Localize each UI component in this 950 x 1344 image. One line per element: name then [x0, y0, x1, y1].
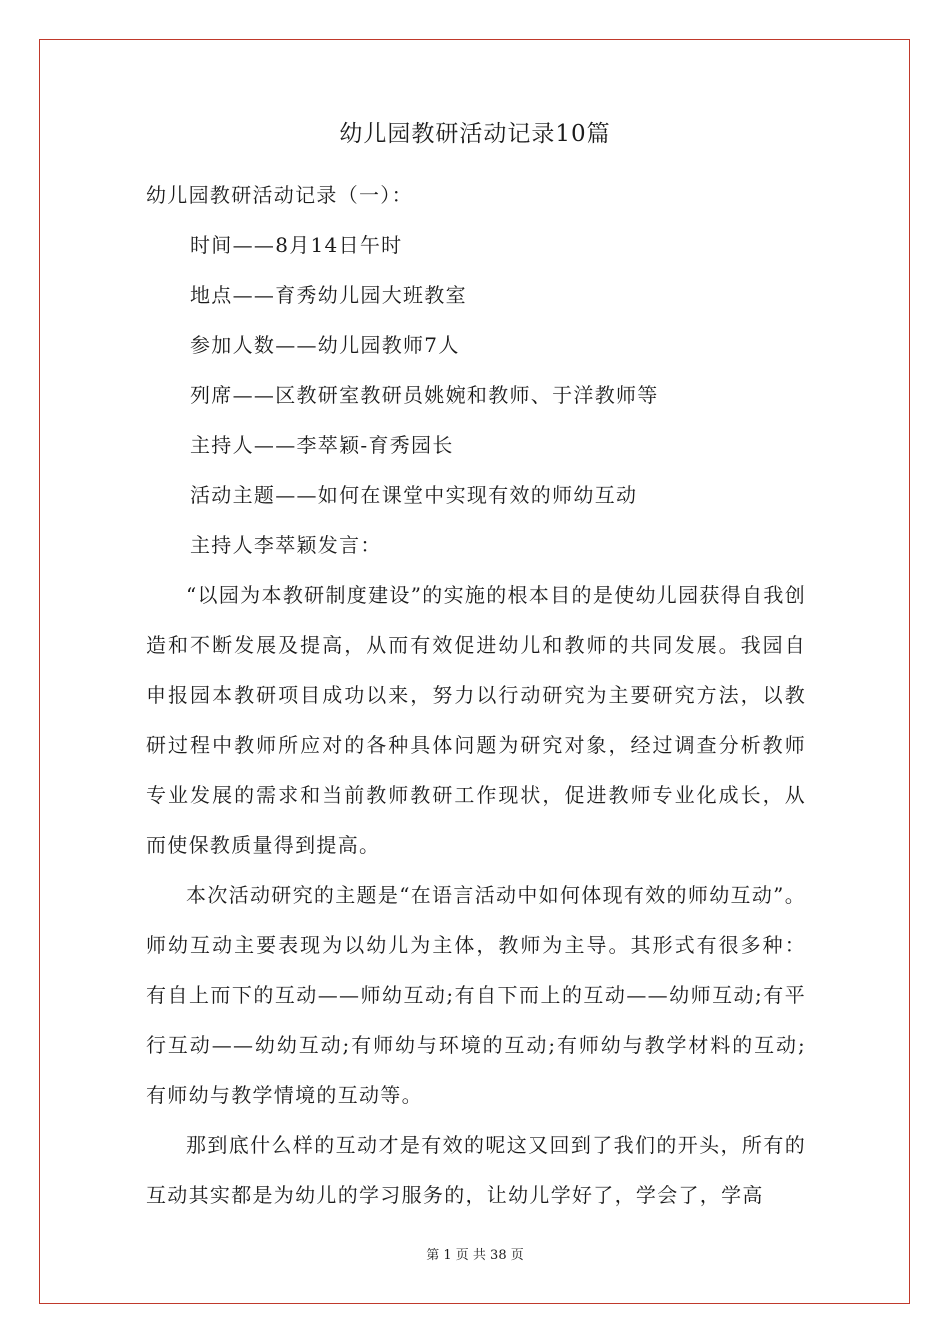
info-line-theme: 活动主题——如何在课堂中实现有效的师幼互动: [190, 483, 638, 507]
info-line-time: 时间——8月14日午时: [190, 233, 403, 257]
info-line-attendees: 列席——区教研室教研员姚婉和教师、于洋教师等: [190, 383, 659, 407]
section-heading: 幼儿园教研活动记录（一）：: [146, 183, 413, 207]
paragraph-3: 那到底什么样的互动才是有效的呢这又回到了我们的开头，所有的互动其实都是为幼儿的学习服务的，让幼儿学好了，学会了，学高: [146, 1133, 806, 1207]
info-line-participants: 参加人数——幼儿园教师7人: [190, 333, 460, 357]
paragraph-1: “以园为本教研制度建设”的实施的根本目的是使幼儿园获得自我创造和不断发展及提高，从而有效促进幼儿和教师的共同发展。我园自申报园本教研项目成功以来，努力以行动研究为主要研究方法，以教研过程中教师所应对的各种具体问题为研究对象，经过调查分析教师专业发展的需求和当前教师教研工作现状，促进教师专业化成长，从而使保教质量得到提高。: [146, 583, 806, 857]
info-line-location: 地点——育秀幼儿园大班教室: [190, 283, 467, 307]
document-title: 幼儿园教研活动记录10篇: [339, 121, 611, 147]
info-line-host: 主持人——李萃颖-育秀园长: [190, 433, 454, 457]
document-body: [146, 170, 806, 1220]
info-line-speech: 主持人李萃颖发言：: [190, 533, 382, 557]
page-footer: 第 1 页 共 38 页: [426, 1248, 524, 1263]
paragraph-2: 本次活动研究的主题是“在语言活动中如何体现有效的师幼互动”。师幼互动主要表现为以幼儿为主体，教师为主导。其形式有很多种：有自上而下的互动——师幼互动;有自下而上的互动——幼师互动;有平行互动——幼幼互动;有师幼与环境的互动;有师幼与教学材料的互动;有师幼与教学情境的互动等。: [146, 883, 806, 1107]
